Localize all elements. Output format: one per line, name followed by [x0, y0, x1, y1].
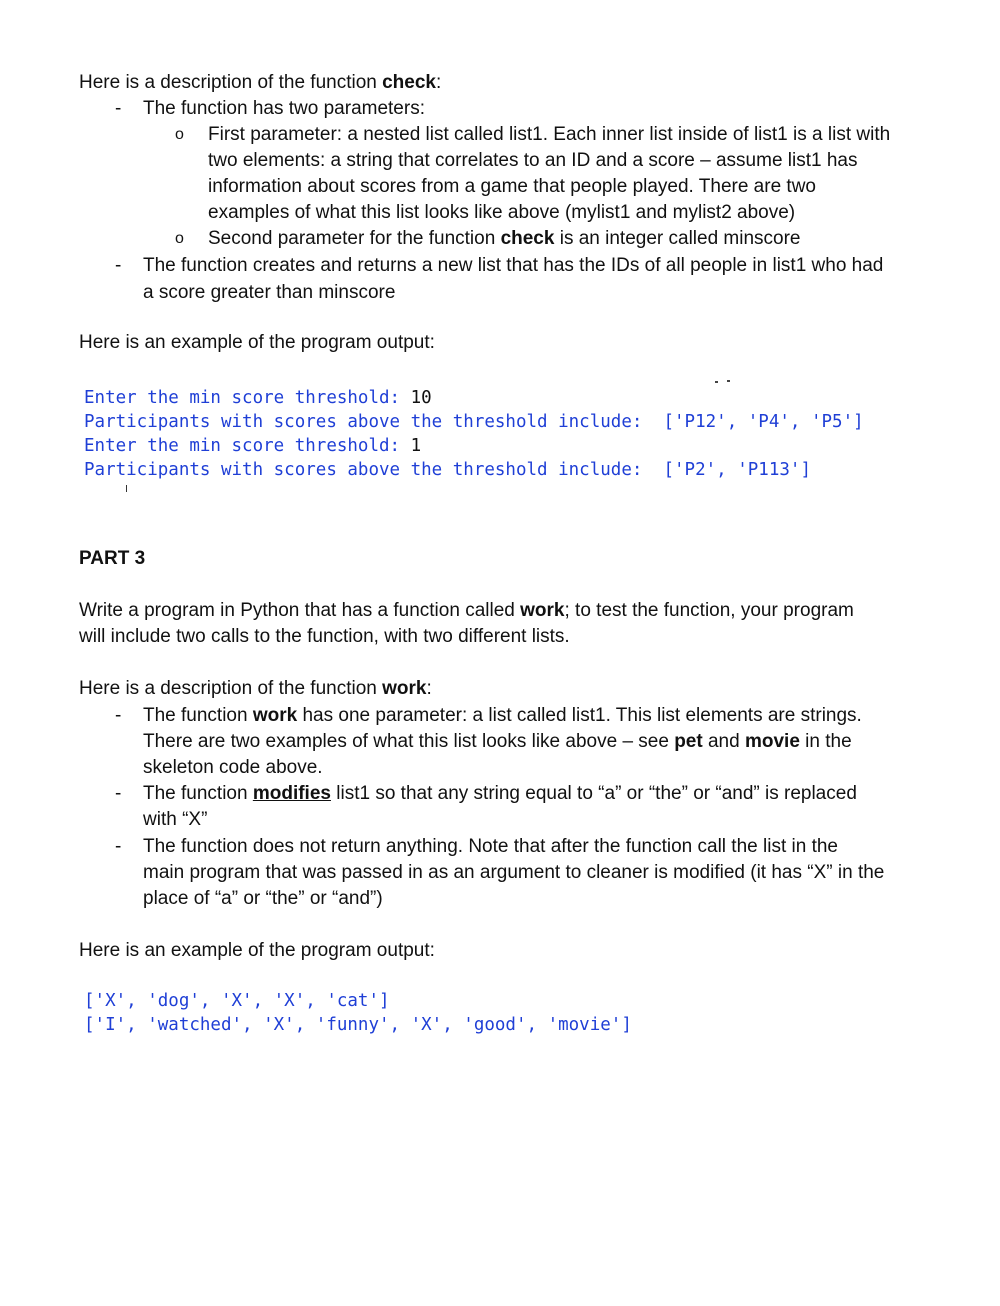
work-desc-intro: Here is a description of the function work:	[79, 678, 432, 699]
check-output-line-2: Participants with scores above the threshold include: ['P12', 'P4', 'P5']	[84, 412, 864, 432]
check-bullet-1a-line-3: information about scores from a game that people played. There are two	[208, 176, 816, 197]
check-output-line-4: Participants with scores above the threshold include: ['P2', 'P113']	[84, 460, 811, 480]
work-bullet-1-line-2: There are two examples of what this list looks like above – see pet and movie in the	[143, 731, 852, 752]
scan-speck	[715, 381, 718, 383]
part3-intro-line-2: will include two calls to the function, with two different lists.	[79, 626, 570, 647]
dash-bullet: -	[115, 98, 122, 119]
work-bullet-1-line-1: The function work has one parameter: a list called list1. This list elements are strings.	[143, 705, 862, 726]
work-example-intro: Here is an example of the program output:	[79, 940, 435, 961]
check-bullet-1b: Second parameter for the function check is an integer called minscore	[208, 228, 801, 249]
check-example-intro: Here is an example of the program output:	[79, 332, 435, 353]
dash-bullet: -	[115, 705, 122, 726]
check-bullet-1a-line-1: First parameter: a nested list called list1. Each inner list inside of list1 is a list with	[208, 124, 891, 145]
check-intro: Here is a description of the function check:	[79, 72, 442, 93]
check-output-line-3: Enter the min score threshold: 1	[84, 436, 422, 456]
work-output-line-1: ['X', 'dog', 'X', 'X', 'cat']	[84, 991, 390, 1011]
check-bullet-2-line-1: The function creates and returns a new list that has the IDs of all people in list1 who had	[143, 255, 884, 276]
check-output-line-1: Enter the min score threshold: 10	[84, 388, 432, 408]
dash-bullet: -	[115, 783, 122, 804]
cursor-mark	[126, 485, 127, 492]
work-output-line-2: ['I', 'watched', 'X', 'funny', 'X', 'good', 'movie']	[84, 1015, 632, 1035]
scan-speck	[727, 380, 730, 382]
check-bullet-1a-line-4: examples of what this list looks like above (mylist1 and mylist2 above)	[208, 202, 796, 223]
work-bullet-3-line-1: The function does not return anything. Note that after the function call the list in the	[143, 836, 838, 857]
work-bullet-3-line-3: place of “a” or “the” or “and”)	[143, 888, 383, 909]
part3-heading: PART 3	[79, 548, 146, 569]
work-bullet-3-line-2: main program that was passed in as an argument to cleaner is modified (it has “X” in the	[143, 862, 885, 883]
part3-intro-line-1: Write a program in Python that has a function called work; to test the function, your program	[79, 600, 854, 621]
work-bullet-1-line-3: skeleton code above.	[143, 757, 323, 778]
check-bullet-2-line-2: a score greater than minscore	[143, 282, 396, 303]
check-bullet-1: The function has two parameters:	[143, 98, 425, 119]
circle-bullet: o	[175, 126, 184, 143]
dash-bullet: -	[115, 255, 122, 276]
work-bullet-2-line-2: with “X”	[143, 809, 208, 830]
work-bullet-2-line-1: The function modifies list1 so that any string equal to “a” or “the” or “and” is replaced	[143, 783, 857, 804]
check-bullet-1a-line-2: two elements: a string that correlates to an ID and a score – assume list1 has	[208, 150, 858, 171]
dash-bullet: -	[115, 836, 122, 857]
circle-bullet: o	[175, 230, 184, 247]
